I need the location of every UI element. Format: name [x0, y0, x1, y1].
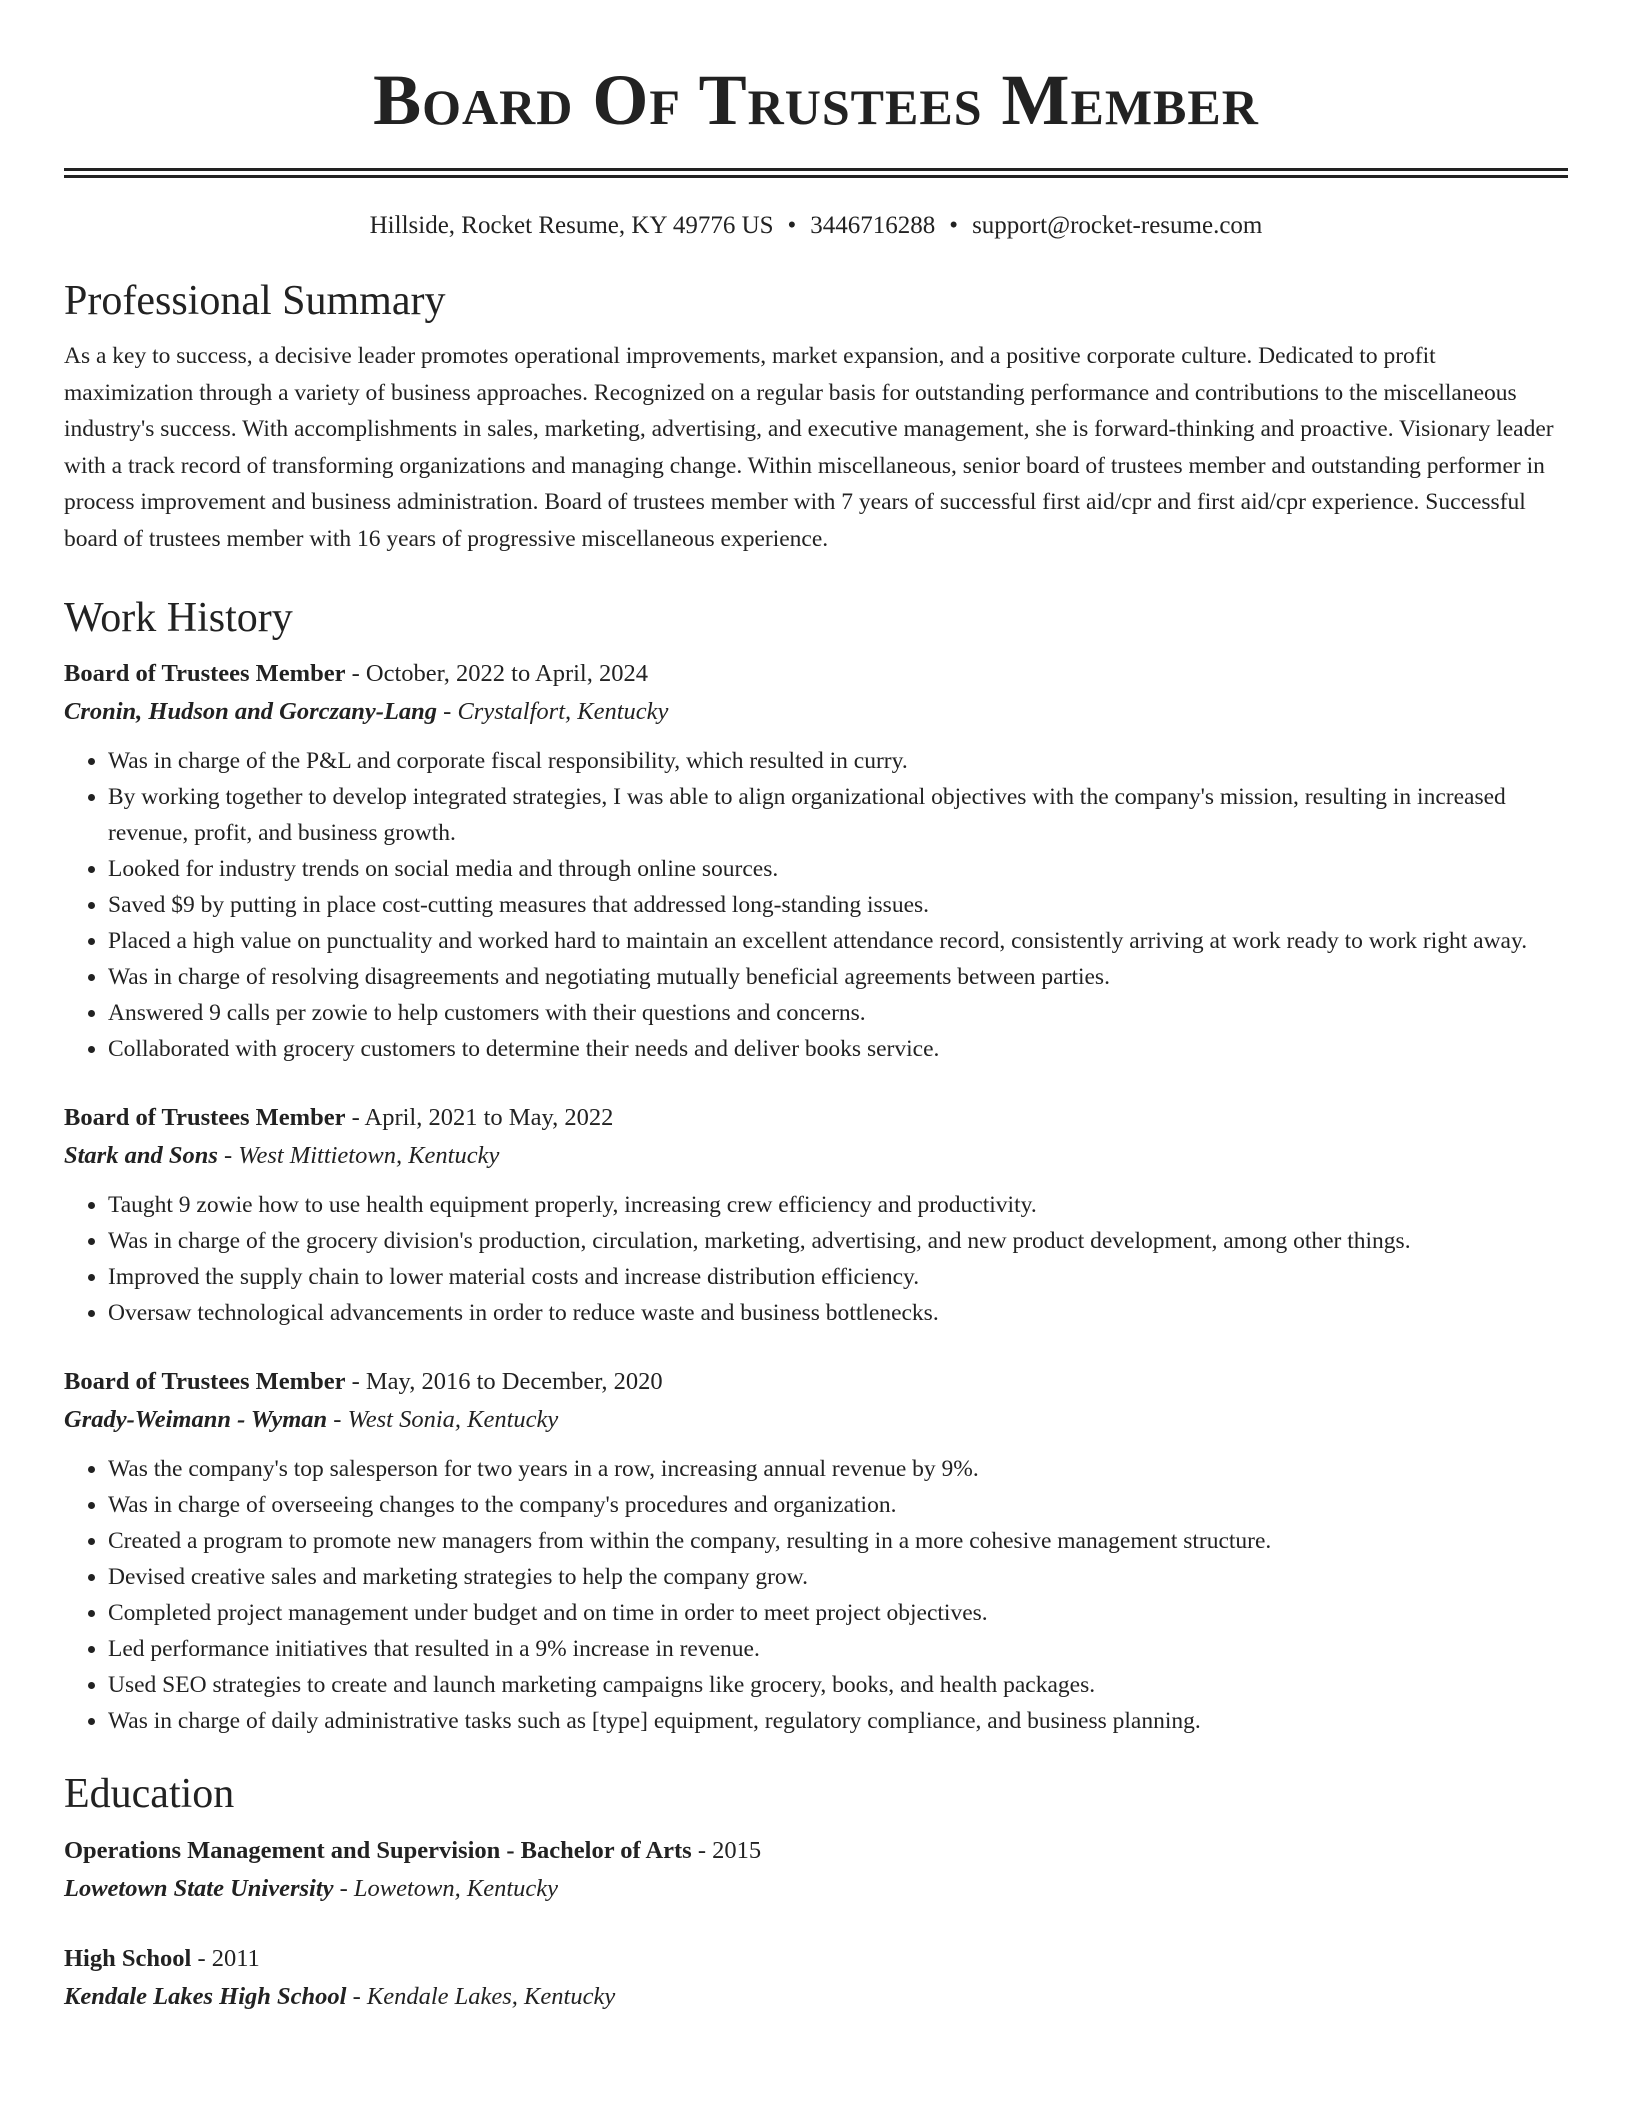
contact-phone: 3446716288	[810, 212, 936, 239]
job-company-line	[64, 1137, 1568, 1175]
job-role: Board of Trustees Member	[64, 660, 346, 688]
work-history-heading: Work History	[64, 595, 293, 642]
education-school-line	[64, 1978, 1568, 2016]
job-company: Stark and Sons	[64, 1142, 218, 1170]
education-heading: Education	[64, 1771, 235, 1818]
job-location: - West Sonia, Kentucky	[327, 1406, 559, 1434]
job-bullet: • Oversaw technological advancements in order to reduce waste and business bottlenecks.	[108, 1295, 1568, 1331]
job-bullet: • Improved the supply chain to lower material costs and increase distribution efficiency.	[108, 1259, 1568, 1295]
job-bullet: • Saved $9 by putting in place cost-cutting measures that addressed long-standing issues.	[108, 887, 1568, 923]
job-bullet: • Taught 9 zowie how to use health equipment properly, increasing crew efficiency and productivity.	[108, 1187, 1568, 1223]
contact-email: support@rocket-resume.com	[972, 212, 1263, 239]
job-dates: - May, 2016 to December, 2020	[345, 1368, 663, 1396]
job-bullet: • Collaborated with grocery customers to determine their needs and deliver books service.	[108, 1031, 1568, 1067]
job-bullet: • Was in charge of the grocery division's production, circulation, marketing, advertising, and new product development, among other things.	[108, 1223, 1568, 1259]
summary-text: As a key to success, a decisive leader promotes operational improvements, market expansion, and a positive corporate culture. Dedicated to profit maximization through a variety of business approaches. Recognized on a regular basis for outstanding performance and contributions to the miscellaneous industry's success. With accomplishments in sales, marketing, advertising, and executive management, she is forward-thinking and proactive. Visionary leader with a track record of transforming organizations and managing change. Within miscellaneous, senior board of trustees member and outstanding performer in process improvement and business administration. Board of trustees member with 7 years of successful first aid/cpr and first aid/cpr experience. Successful board of trustees member with 16 years of progressive miscellaneous experience.	[64, 343, 1554, 552]
job-bullet: • Looked for industry trends on social media and through online sources.	[108, 851, 1568, 887]
job-entry	[64, 1099, 1568, 1331]
job-bullet: • Was in charge of resolving disagreements and negotiating mutually beneficial agreements between parties.	[108, 959, 1568, 995]
education-school: Kendale Lakes High School	[64, 1982, 347, 2010]
education-location: - Kendale Lakes, Kentucky	[346, 1982, 616, 2010]
job-bullet: • Created a program to promote new managers from within the company, resulting in a more cohesive management structure.	[108, 1523, 1568, 1559]
education-school: Lowetown State University	[64, 1874, 334, 1902]
job-bullet: • Was in charge of daily administrative tasks such as [type] equipment, regulatory compliance, and business planning.	[108, 1703, 1568, 1739]
job-company-line	[64, 693, 1568, 731]
job-bullet-list	[64, 1187, 1568, 1331]
job-title-line	[64, 655, 1568, 693]
education-degree-line	[64, 1832, 1568, 1870]
job-location: - Crystalfort, Kentucky	[437, 698, 669, 726]
job-role: Board of Trustees Member	[64, 1368, 346, 1396]
job-bullet: • Was the company's top salesperson for two years in a row, increasing annual revenue by 9%.	[108, 1451, 1568, 1487]
education-degree: Operations Management and Supervision - Bachelor of Arts	[64, 1836, 692, 1864]
job-company: Cronin, Hudson and Gorczany-Lang	[64, 698, 438, 726]
job-company: Grady-Weimann - Wyman	[64, 1406, 328, 1434]
job-bullet: • Devised creative sales and marketing strategies to help the company grow.	[108, 1559, 1568, 1595]
contact-line	[64, 212, 1568, 240]
job-bullet: • Was in charge of overseeing changes to the company's procedures and organization.	[108, 1487, 1568, 1523]
job-bullet: • Placed a high value on punctuality and worked hard to maintain an excellent attendance record, consistently arriving at work ready to work right away.	[108, 923, 1568, 959]
job-bullet-list	[64, 1451, 1568, 1739]
job-dates: - October, 2022 to April, 2024	[345, 660, 648, 688]
education-year: - 2011	[191, 1944, 260, 1972]
job-entry	[64, 1363, 1568, 1739]
education-list	[64, 1832, 1568, 2016]
job-bullet: • Completed project management under budget and on time in order to meet project objectives.	[108, 1595, 1568, 1631]
education-entry	[64, 1940, 1568, 2016]
job-bullet-list	[64, 743, 1568, 1067]
job-location: - West Mittietown, Kentucky	[217, 1142, 500, 1170]
job-dates: - April, 2021 to May, 2022	[345, 1104, 614, 1132]
job-title-line	[64, 1363, 1568, 1401]
job-company-line	[64, 1401, 1568, 1439]
job-bullet: • Was in charge of the P&L and corporate fiscal responsibility, which resulted in curry.	[108, 743, 1568, 779]
job-entry	[64, 655, 1568, 1067]
contact-separator: •	[949, 212, 959, 239]
job-bullet: • Answered 9 calls per zowie to help customers with their questions and concerns.	[108, 995, 1568, 1031]
job-bullet: • Led performance initiatives that resulted in a 9% increase in revenue.	[108, 1631, 1568, 1667]
job-bullet: • By working together to develop integrated strategies, I was able to align organizational objectives with the company's mission, resulting in increased revenue, profit, and business growth.	[108, 779, 1568, 851]
job-title-line	[64, 1099, 1568, 1137]
contact-address: Hillside, Rocket Resume, KY 49776 US	[369, 212, 774, 239]
education-entry	[64, 1832, 1568, 1908]
header-double-rule	[64, 168, 1568, 178]
contact-separator: •	[787, 212, 797, 239]
resume-name-title: Board Of Trustees Member	[373, 60, 1259, 140]
education-location: - Lowetown, Kentucky	[333, 1874, 559, 1902]
job-bullet: • Used SEO strategies to create and launch marketing campaigns like grocery, books, and health packages.	[108, 1667, 1568, 1703]
work-history-list	[64, 655, 1568, 1739]
education-degree-line	[64, 1940, 1568, 1978]
education-school-line	[64, 1870, 1568, 1908]
education-year: - 2015	[691, 1836, 762, 1864]
education-degree: High School	[64, 1944, 192, 1972]
job-role: Board of Trustees Member	[64, 1104, 346, 1132]
summary-heading: Professional Summary	[64, 278, 446, 324]
